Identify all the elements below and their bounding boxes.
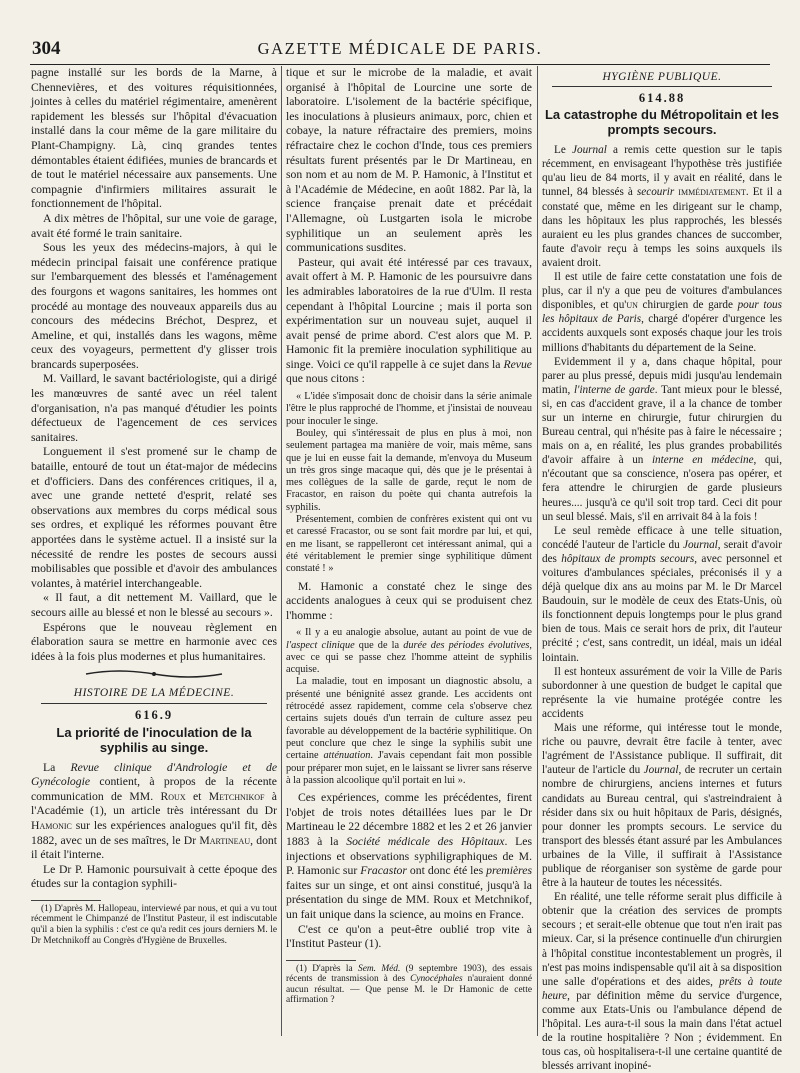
article-title: La catastrophe du Métropolitain et les prompts secours. <box>544 107 780 138</box>
paragraph: En réalité, une telle réforme serait plus difficile à obtenir que la création des services de prompts secours ; et serait-elle obtenue que tout n'en irait pas mieux. Car, si la présence continuelle d'un chirurgien à l'hôpital constitue incontestablement un progrès, il n'est pas moins indispensable qu'il ait à sa disposition une salle d'opérations et des aides, prêts à toute heure, par définition même du service d'urgence, comme aux Etats-Unis ou l'ambulance dépend de l'hôpital. Les aura-t-il sous la main dans l'état actuel de la routine hospitalière ? Non ; évidemment. En tous cas, où hospitalisera-t-il une certaine quantité de blessés arrivant inopiné- <box>542 891 782 1073</box>
paragraph: tique et sur le microbe de la maladie, et avait organisé à l'hôpital de Lourcine une sorte de laboratoire. L'isolement de la bactérie spécifique, les inoculations à plusieurs animaux, porc, chien et cobaye, la nature réfractaire des premiers, moins réfractaire chez le cochon d'Inde, tous ces premiers résultats furent présentés par le Dr Martineau, en son nom et au nom de M. P. Hamonic, à l'Institut et à l'Académie de Médecine, en août 1882. Par là, la science française prenait date et précédait l'Allemagne, où Lustgarten isola le microbe syphilitique un an seulement après les communications susdites. <box>286 66 532 255</box>
paragraph: Espérons que le nouveau règlement en élaboration saura se mettre en harmonie avec ces idées à la fois plus modernes et plus humanitaires. <box>31 620 277 663</box>
section-heading-hygiene: HYGIÈNE PUBLIQUE. <box>602 71 722 83</box>
paragraph: Longuement il s'est promené sur le champ de bataille, entouré de tout un état-major de médecins et d'officiers. Dans des conférences critiques, il a, avec une grande netteté d'esprit, relaté ses observations aux membres du corps médical sous ses ordres, et expliqué les réformes pouvant être apportées dans le système actuel. Il a insisté sur la nécessité de rendre les postes de secours aussi mobilisables que possible et d'avoir des ambulances volantes, à matériel interchangeable. <box>31 445 277 590</box>
article-title: La priorité de l'inoculation de la syphilis au singe. <box>56 724 252 755</box>
paragraph: Le Journal a remis cette question sur le tapis récemment, en envisageant l'hypothèse très justifiée qu'au lieu de 84 morts, il y avait en réalité, dans le tunnel, 84 blessés à secourir immédiatement. Et il a constaté que, même en les dirigeant sur le champ, dans les hôpitaux les plus rapprochés, les blessés auraient eu les plus grandes chances de succomber, faute d'avoir reçu à temps les soins auxquels ils avaient droit. <box>542 144 782 269</box>
quote-paragraph: « L'idée s'imposait donc de choisir dans la série animale l'être le plus rapproché de l'homme, et j'insistai de nouveau pour inoculer le singe. <box>286 391 532 427</box>
footnote: (1) D'après la Sem. Méd. (9 septembre 1903), des essais récents de transmission à des Cynocéphales n'auraient donné aucun résultat. — Que pense M. le Dr Hamonic de cette affirmation ? <box>286 963 533 1006</box>
quote-paragraph: « Il y a eu analogie absolue, autant au point de vue de l'aspect clinique que de la durée des périodes évolutives, avec ce qui se passe chez l'homme atteint de syphilis acquise. <box>286 627 532 676</box>
section-rule <box>41 703 267 704</box>
footnote: (1) D'après M. Hallopeau, interviewé par nous, et qui a vu tout récemment le Chimpanzé de l'Institut Pasteur, il est indiscutable qu'il a bien la syphilis : c'est ce qu'a redit ces jours derniers M. le Dr Metchnikoff au Congrès d'Hygiène de Bruxelles. <box>31 903 277 946</box>
column-3 <box>542 66 783 1073</box>
paragraph: Mais une réforme, qui intéresse tout le monde, riche ou pauvre, devrait être facile à tenter, avec l'agrément de l'Assistance publique. Il suffirait, dit l'auteur de l'article du Journal, de recruter un certain nombre de chirurgiens, anciens internes et futurs candidats au Bureau central, qui s'astreindraient à résider dans six ou huit hôpitaux de Paris, désignés, pour donner les prompts secours. Le service du transport des blessés étant assuré par les Ambulances urbaines de la Ville, il suffirait à l'Assistance publique de réorganiser son système de garde pour être à la hauteur de toutes les nécessités. <box>542 722 782 890</box>
quote-paragraph: Présentement, combien de confrères existent qui ont vu et caressé Fracastor, ou se sont fait mordre par lui, et qui, en me lisant, se rappelleront cet intéressant animal, qui a été véritablement le premier singe syphilitique dûment constaté ! » <box>286 514 532 575</box>
journal-title: GAZETTE MÉDICALE DE PARIS. <box>257 39 543 58</box>
column-rule-2 <box>537 66 538 1036</box>
block-quote <box>286 627 532 787</box>
quote-paragraph: Bouley, qui s'intéressait de plus en plus à moi, non seulement partagea ma manière de voir, mais même, sans que je lui en eusse fait la demande, m'envoya du Museum un très gros singe macaque qui, dès que je le présentai à mes collègues de la salle de garde, reçut le nom de Fracastor, en raison du poète qui chanta autrefois la syphilis. <box>286 427 532 513</box>
paragraph: « Il faut, a dit nettement M. Vaillard, que le secours aille au blessé et non le blessé au secours ». <box>31 591 277 619</box>
block-quote <box>286 391 532 575</box>
paragraph: Le Dr P. Hamonic poursuivait à cette époque des études sur la contagion syphili- <box>31 862 277 891</box>
paragraph: Sous les yeux des médecins-majors, à qui le médecin principal faisait une conférence pratique sur l'embarquement des blessés et l'aménagement des fourgons et wagons sanitaires, les hommes ont procédé au montage des nouveaux appareils dus au concours des médecins Bréchot, Desprez, et Ameline, et qui, installés dans les wagons, même ceux des voyageurs, permettent d'y glisser trois brancards superposées. <box>31 241 277 371</box>
section-rule <box>552 86 773 87</box>
footnote-rule <box>31 900 101 901</box>
column-2 <box>286 66 532 1036</box>
paragraph: Le seul remède efficace à une telle situation, concédé l'auteur de l'article du Journal, serait d'avoir des hôpitaux de prompts secours, avec personnel et voitures d'ambulances spéciales, préconisés il y a déjà quelque dix ans au moins par M. le Dr Marcel Baudouin, sur le modèle de ceux des Etats-Unis, où ils fonctionnent depuis longtemps pour le plus grand bien de tous. Mais ce serait hors de prix, dit l'auteur précité ; c'est, sans contredit, un idéal, mais un idéal lointain. <box>542 524 783 664</box>
paragraph: M. Hamonic a constaté chez le singe des accidents analogues à ceux qui se produisent chez l'homme : <box>286 579 532 622</box>
quote-paragraph: La maladie, tout en imposant un diagnostic absolu, a présenté une bénignité assez grande. Les accidents ont rétrocédé assez rapidement, comme cela s'observe chez certains sujets doués d'un terrain de culture assez peu favorable au développement de la bactérie syphilitique. On peut conclure que chez le singe la syphilis subit une certaine atténuation. J'avais cependant fait mon possible pour préparer mon sujet, en le laissant se livrer sans réserve à la passion alcoolique qu'il portait en lui ». <box>286 676 532 786</box>
paragraph: Evidemment il y a, dans chaque hôpital, pour parer au plus pressé, depuis midi jusqu'au lendemain matin, l'interne de garde. Tant mieux pour le blessé, si, en cas d'accident grave, il a la chance de tomber sur un interne en chirurgie, futur chirurgien du Bureau central, qui n'hésite pas à faire le nécessaire ; mais on a, en réalité, les plus grandes probabilités d'avoir affaire à un interne en médecine, qui, n'écoutant que sa conscience, n'osera pas opérer, et fera attendre le chirurgien de garde plusieurs heures.... jusqu'à ce qu'il soit trop tard. Ceci dit pour un seul blessé. Mais, s'il en arrivait 84 à la fois ! <box>542 355 782 523</box>
column-rule-1 <box>281 66 282 1036</box>
paragraph: Il est utile de faire cette constatation une fois de plus, car il n'y a que peu de voitures d'ambulances disponibles, et qu'un chirurgien de garde pour tous les hôpitaux de Paris, chargé d'opérer d'urgence les accidents auxquels sont exposés chaque jour les trois millions d'habitants du département de la Seine. <box>542 271 782 354</box>
page-header <box>30 38 770 65</box>
paragraph: Pasteur, qui avait été intéressé par ces travaux, avait offert à M. P. Hamonic de les poursuivre dans les admirables laboratoires de la rue d'Ulm. Il resta cependant à l'hôpital Lourcine ; mais il porta son expérimentation sur un nouveau sujet, auquel il avait pensé de prime abord. C'est alors que M. P. Hamonic fit la première inoculation syphilitique au singe. Voici ce qu'il rappelle à ce sujet dans la Revue que nous citons : <box>286 255 532 386</box>
page-number: 304 <box>32 38 61 59</box>
paragraph: La Revue clinique d'Andrologie et de Gynécologie contient, à propos de la récente communication de MM. Roux et Metchnikof à l'Académie (1), un article très intéressant du Dr Hamonic sur les expériences analogues qu'il fit, dès 1882, avec un de ses maîtres, le Dr Martineau, dont il était l'interne. <box>31 760 278 862</box>
article-number: 614.88 <box>638 91 686 106</box>
paragraph: Ces expériences, comme les précédentes, firent l'objet de trois notes détaillées lues par le Dr Martineau le 22 décembre 1882 et les 2 et 26 janvier 1883 à la Société médicale des Hôpitaux. Les injections et observations syphiligraphiques de M. P. Hamonic sur Fracastor ont donc été les premières faites sur un singe, et ont ainsi constitué, jusqu'à la présentation du singe de MM. Roux et Metchnikof, un fait unique dans la science, au moins en France. <box>286 791 533 921</box>
paragraph: A dix mètres de l'hôpital, sur une voie de garage, avait été formé le train sanitaire. <box>31 211 277 240</box>
paragraph: C'est ce qu'on a peut-être oublié trop vite à l'Institut Pasteur (1). <box>286 922 532 951</box>
footnote-rule <box>286 960 356 961</box>
ornament-divider <box>31 668 277 680</box>
article-number: 616.9 <box>134 707 174 722</box>
paragraph: Il est honteux assurément de voir la Ville de Paris subordonner à une question de budget le capital que représente la vie humaine protégée contre les accidents <box>542 665 782 720</box>
paragraph: pagne installé sur les bords de la Marne, à Chennevières, et des voitures réquisitionnées, jointes à celles du matériel régimentaire, amenèrent rapidement les blessés sur l'hôpital d'évacuation installé dans la cour même de la gare militaire du Plant-Champigny. Là, cinq grandes tentes démontables étaient édifiées, munies de brancards et de tout le matériel nécessaire aux pansements. Une compagnie d'infirmiers militaires assurait le fonctionnement de l'hôpital. <box>31 66 277 211</box>
column-1 <box>31 66 277 1036</box>
paragraph: M. Vaillard, le savant bactériologiste, qui a dirigé les manœuvres de santé avec un réel talent d'organisation, n'a pas manqué d'étudier les points défectueux de l'agencement de ces services sanitaires. <box>31 372 277 444</box>
section-heading-histoire: HISTOIRE DE LA MÉDECINE. <box>73 687 235 700</box>
